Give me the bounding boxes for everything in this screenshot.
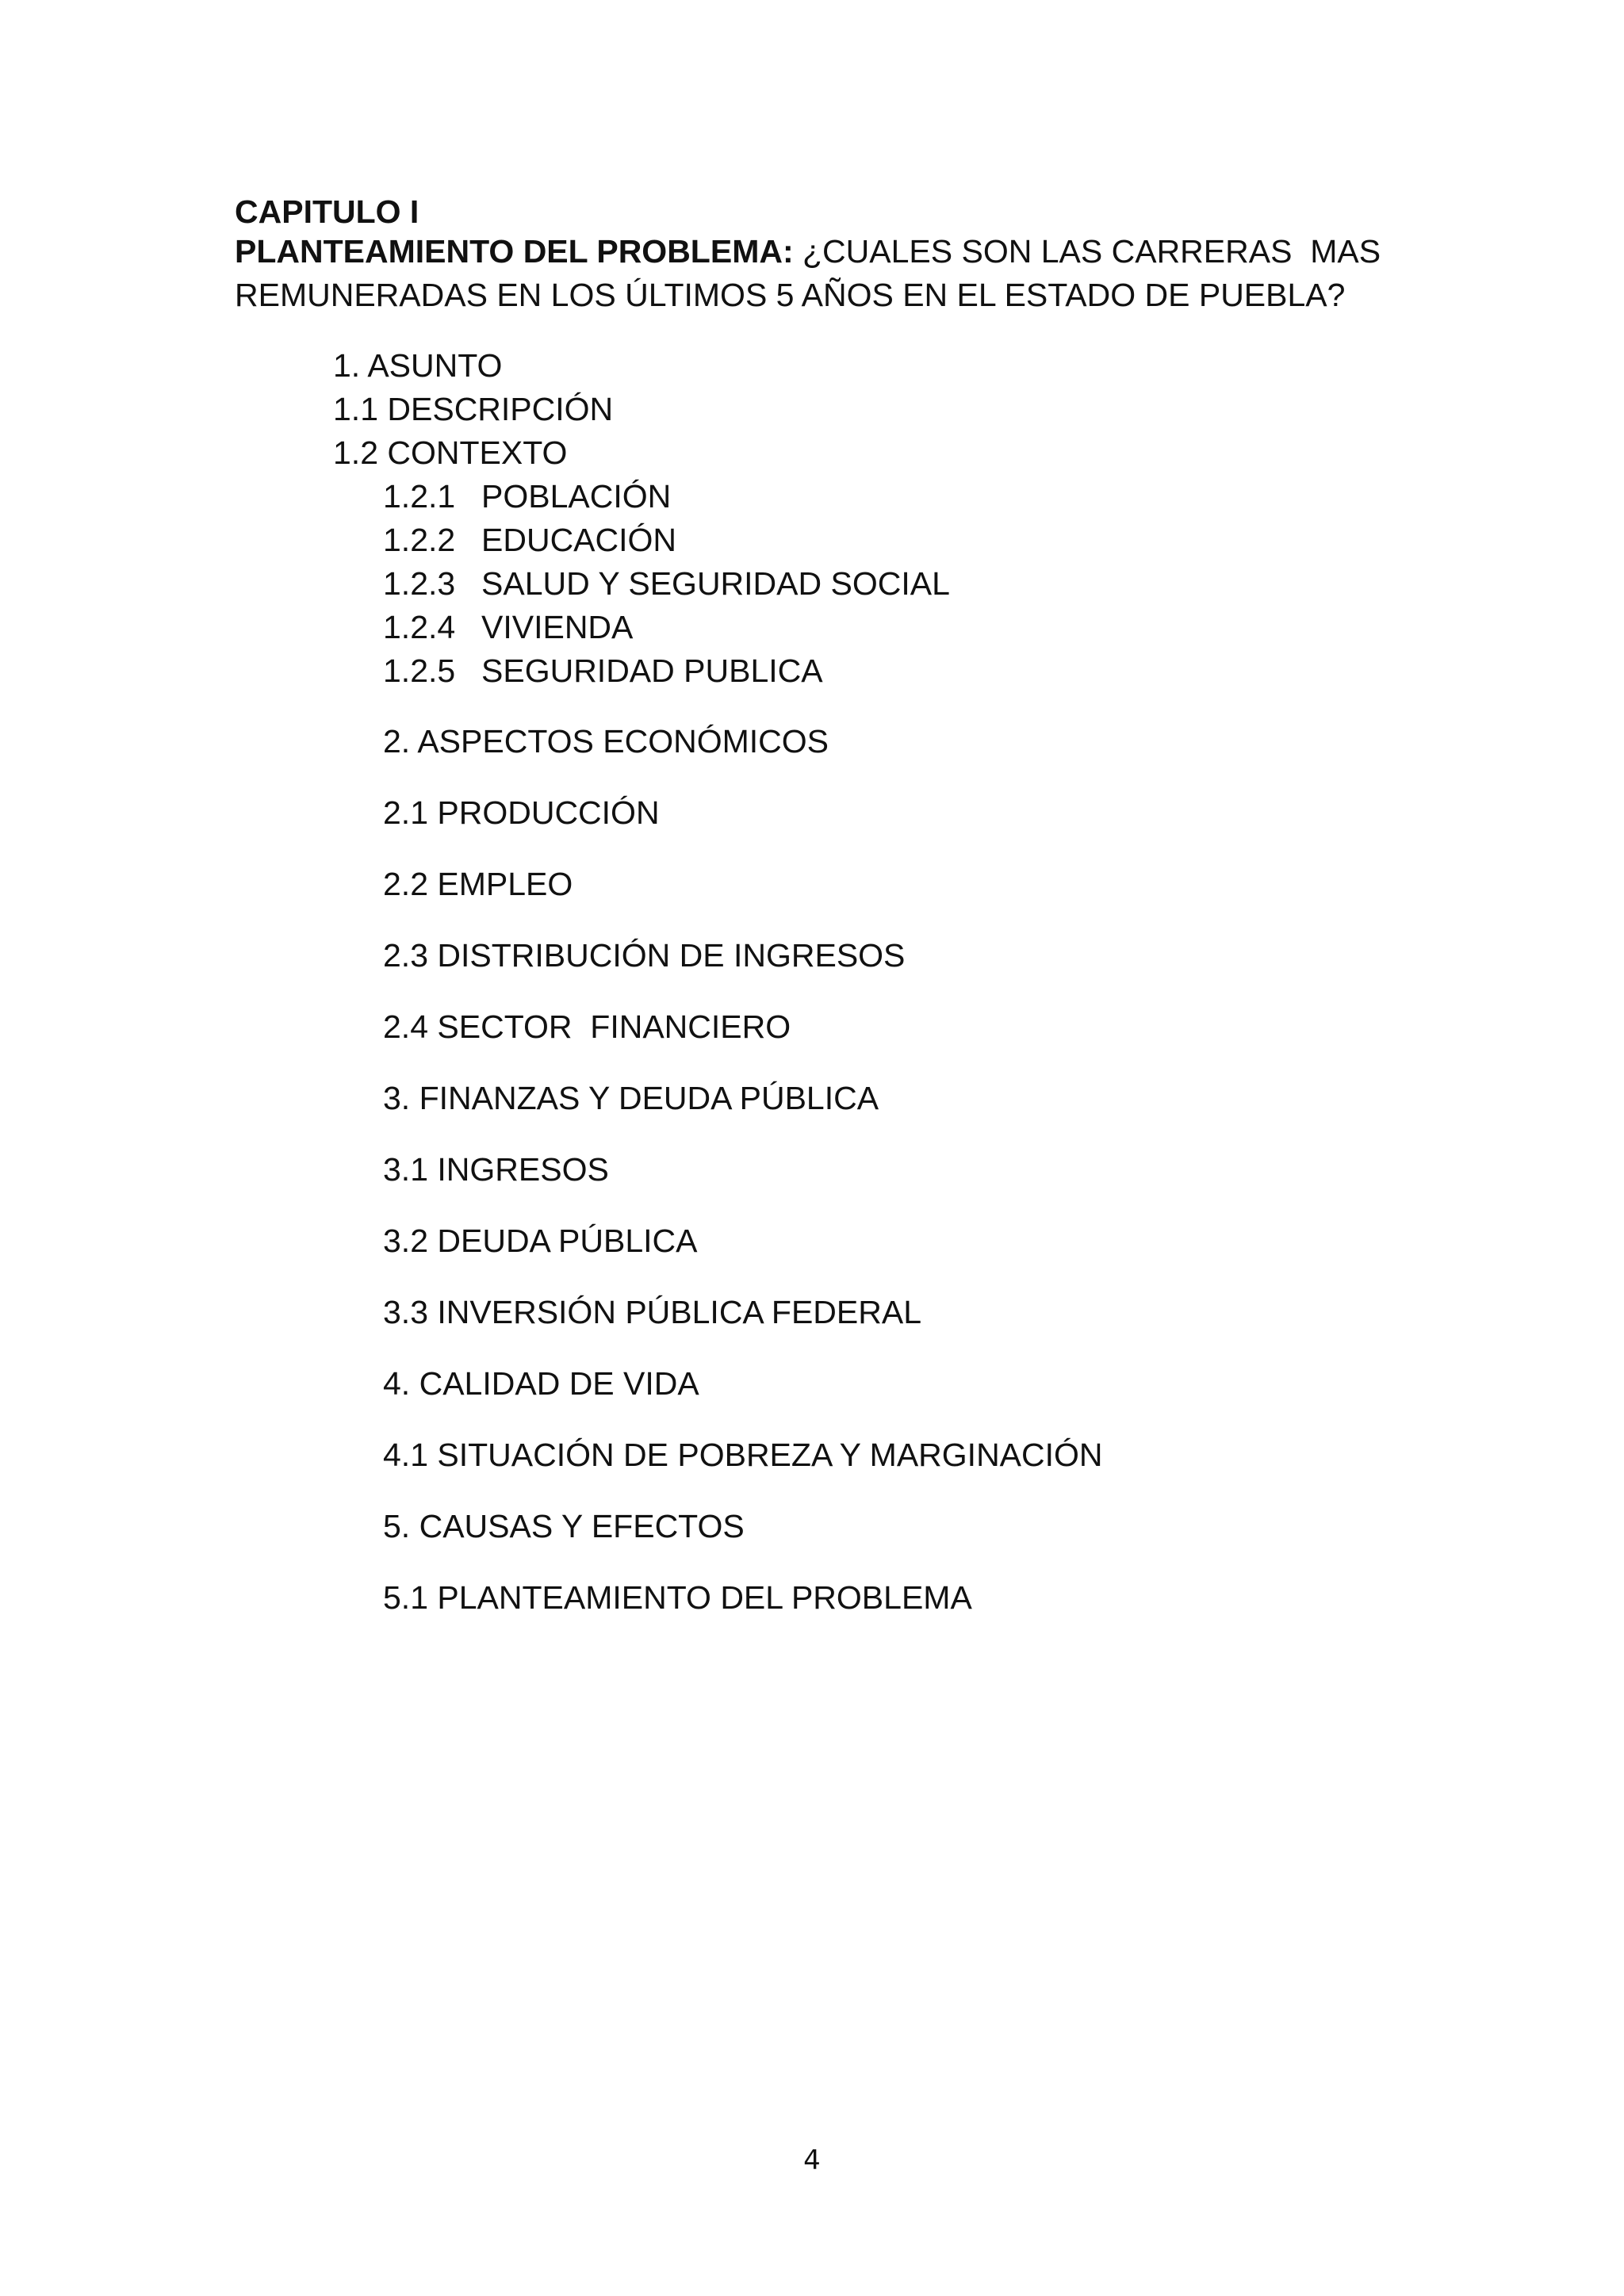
outline-subitem xyxy=(383,651,823,691)
outline-item-asunto: 1. ASUNTO xyxy=(333,347,503,384)
outline-item: 3.3 INVERSIÓN PÚBLICA FEDERAL xyxy=(383,1294,922,1330)
outline-subitem-label: EDUCACIÓN xyxy=(481,522,677,558)
outline-subitem-number: 1.2.1 xyxy=(383,478,456,515)
outline-item: 5. CAUSAS Y EFECTOS xyxy=(383,1508,745,1544)
problem-question-part-1: ¿CUALES SON LAS CARRERAS MAS xyxy=(793,233,1381,270)
outline-item: 5.1 PLANTEAMIENTO DEL PROBLEMA xyxy=(383,1579,972,1616)
outline-item: 4.1 SITUACIÓN DE POBREZA Y MARGINACIÓN xyxy=(383,1437,1103,1473)
outline-subitem xyxy=(383,520,676,560)
outline-item: 2.1 PRODUCCIÓN xyxy=(383,794,660,831)
outline-item: 2.4 SECTOR FINANCIERO xyxy=(383,1008,791,1045)
outline-item-contexto: 1.2 CONTEXTO xyxy=(333,434,568,471)
outline-subitem-number: 1.2.4 xyxy=(383,609,456,645)
problem-statement-line-1 xyxy=(235,232,1381,271)
outline-subitem-number: 1.2.3 xyxy=(383,565,456,602)
problem-question-part-2: REMUNERADAS EN LOS ÚLTIMOS 5 AÑOS EN EL ESTADO DE PUEBLA? xyxy=(235,277,1346,313)
outline-subitem-number: 1.2.2 xyxy=(383,522,456,558)
outline-subitem-label: POBLACIÓN xyxy=(481,478,672,515)
outline-item: 4. CALIDAD DE VIDA xyxy=(383,1365,699,1402)
outline-subitem xyxy=(383,607,633,647)
outline-item: 3. FINANZAS Y DEUDA PÚBLICA xyxy=(383,1080,879,1116)
outline-subitem-label: VIVIENDA xyxy=(481,609,634,645)
outline-subitem xyxy=(383,564,950,603)
outline-item: 2.2 EMPLEO xyxy=(383,866,573,902)
outline-item: 3.2 DEUDA PÚBLICA xyxy=(383,1223,698,1259)
page-number: 4 xyxy=(803,2145,821,2176)
outline-subitem-label: SALUD Y SEGURIDAD SOCIAL xyxy=(481,565,950,602)
outline-item: 2.3 DISTRIBUCIÓN DE INGRESOS xyxy=(383,937,906,974)
outline-subitem xyxy=(383,476,671,516)
outline-item: 2. ASPECTOS ECONÓMICOS xyxy=(383,723,829,760)
outline-subitem-number: 1.2.5 xyxy=(383,652,456,689)
chapter-title: CAPITULO I xyxy=(235,193,419,230)
outline-item: 3.1 INGRESOS xyxy=(383,1151,609,1188)
problem-label: PLANTEAMIENTO DEL PROBLEMA: xyxy=(235,233,794,270)
outline-subitem-label: SEGURIDAD PUBLICA xyxy=(481,652,823,689)
outline-item-descripcion: 1.1 DESCRIPCIÓN xyxy=(333,391,614,427)
